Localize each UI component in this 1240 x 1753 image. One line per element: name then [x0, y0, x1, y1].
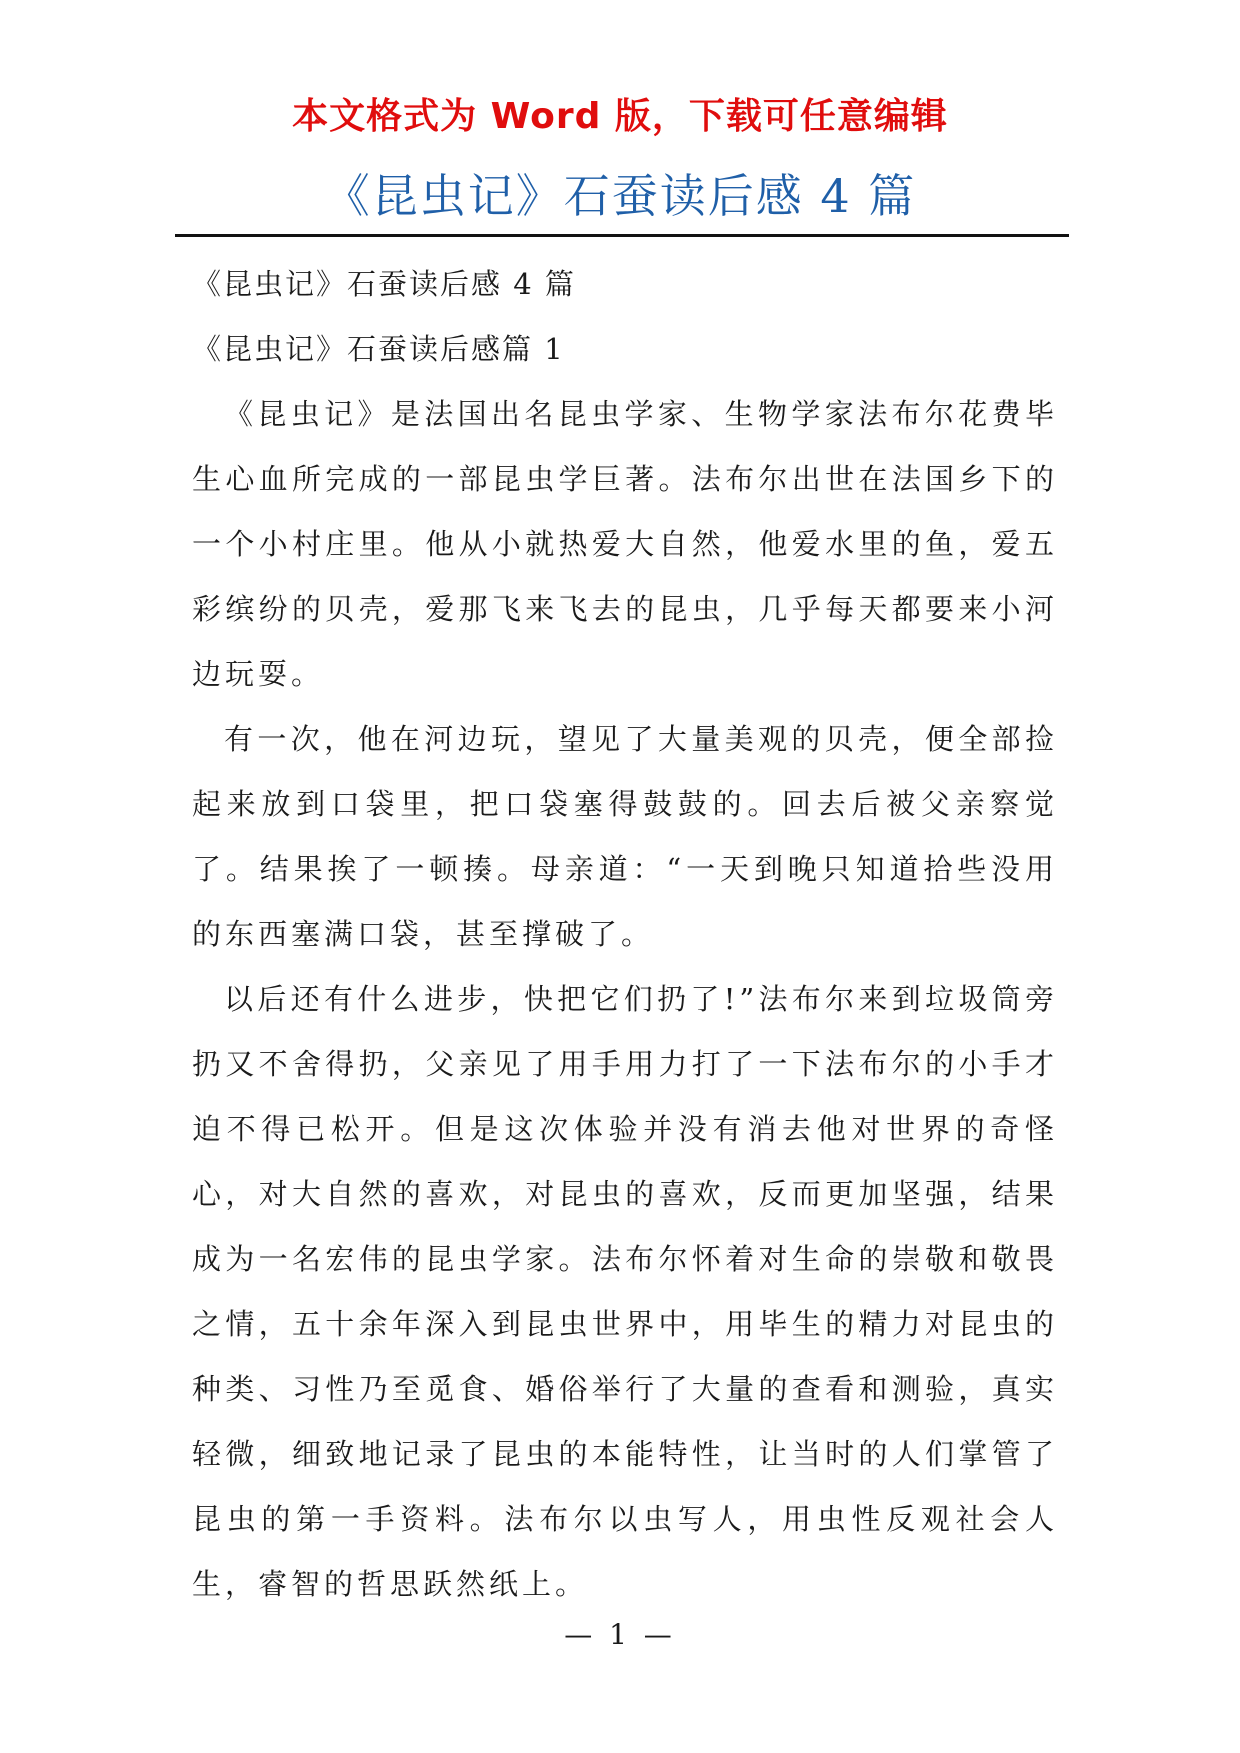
main-heading: 《昆虫记》石蚕读后感 4 篇 [192, 267, 576, 301]
section-heading: 《昆虫记》石蚕读后感篇 1 [192, 332, 565, 366]
paragraph: 《昆虫记》是法国出名昆虫学家、生物学家法布尔花费毕生心血所完成的一部昆虫学巨著。法布尔出世在法国乡下的一个小村庄里。他从小就热爱大自然，他爱水里的鱼，爱五彩缤纷的贝壳，爱那飞来飞去的昆虫，几乎每天都要来小河边玩耍。 [192, 397, 1058, 691]
paragraph: 有一次，他在河边玩，望见了大量美观的贝壳，便全部捡起来放到口袋里，把口袋塞得鼓鼓的。回去后被父亲察觉了。结果挨了一顿揍。母亲道：“一天到晚只知道拾些没用的东西塞满口袋，甚至撑破了。 [192, 722, 1058, 951]
document-body [192, 252, 1058, 1617]
format-notice-banner: 本文格式为 Word 版，下载可任意编辑 [292, 96, 948, 137]
paragraph: 以后还有什么进步，快把它们扔了!”法布尔来到垃圾筒旁扔又不舍得扔，父亲见了用手用力打了一下法布尔的小手才迫不得已松开。但是这次体验并没有消去他对世界的奇怪心，对大自然的喜欢，对昆虫的喜欢，反而更加坚强，结果成为一名宏伟的昆虫学家。法布尔怀着对生命的崇敬和敬畏之情，五十余年深入到昆虫世界中，用毕生的精力对昆虫的种类、习性乃至觅食、婚俗举行了大量的查看和测验，真实轻微，细致地记录了昆虫的本能特性，让当时的人们掌管了昆虫的第一手资料。法布尔以虫写人，用虫性反观社会人生，睿智的哲思跃然纸上。 [192, 982, 1058, 1601]
title-divider [175, 234, 1069, 237]
document-title: 《昆虫记》石蚕读后感 4 篇 [323, 169, 917, 223]
page-number: — 1 — [564, 1618, 676, 1651]
